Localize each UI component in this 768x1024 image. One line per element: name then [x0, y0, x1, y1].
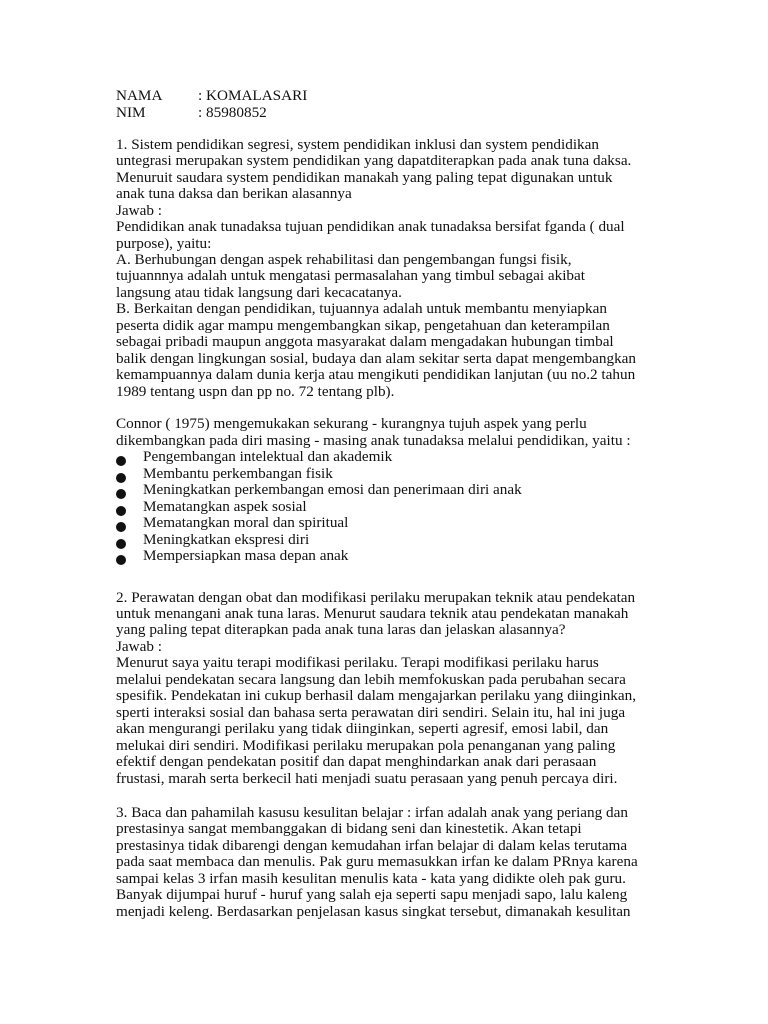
- q1-question-line: untegrasi merupakan system pendidikan yang dapatditerapkan pada anak tuna daksa.: [116, 152, 632, 169]
- bullet-item: Mempersiapkan masa depan anak: [143, 547, 349, 564]
- bullet-item: Membantu perkembangan fisik: [143, 465, 333, 482]
- q1-answer-line: purpose), yaitu:: [116, 235, 212, 252]
- q1-answer-line: balik dengan lingkungan sosial, budaya dan alam sekitar serta dapat mengembangkan: [116, 350, 637, 367]
- bullet-icon: [116, 456, 126, 466]
- q2-answer-line: Menurut saya yaitu terapi modifikasi perilaku. Terapi modifikasi perilaku harus: [116, 654, 599, 671]
- bullet-icon: [116, 473, 126, 483]
- q2-answer-line: melalui pendekatan secara langsung dan lebih memfokuskan pada perubahan secara: [116, 671, 626, 688]
- q3-question-line: menjadi keleng. Berdasarkan penjelasan kasus singkat tersebut, dimanakah kesulitan: [116, 903, 631, 920]
- q1-answer-line: kemampuannya dalam dunia kerja atau mengikuti pendidikan lanjutan (uu no.2 tahun: [116, 366, 636, 383]
- bullet-icon: [116, 555, 126, 565]
- bullet-icon: [116, 506, 126, 516]
- q2-answer-line: efektif dengan pendekatan positif dan dapat menghindarkan anak dari perasaan: [116, 753, 597, 770]
- q1-answer-line: sebagai pribadi maupun anggota masyarakat dalam mengadakan hubungan timbal: [116, 333, 614, 350]
- connor-line: dikembangkan pada diri masing - masing anak tunadaksa melalui pendidikan, yaitu :: [116, 432, 631, 449]
- connor-line: Connor ( 1975) mengemukakan sekurang - kurangnya tujuh aspek yang perlu: [116, 415, 587, 432]
- q1-answer-line: A. Berhubungan dengan aspek rehabilitasi dan pengembangan fungsi fisik,: [116, 251, 572, 268]
- q1-answer-line: peserta didik agar mampu mengembangkan sikap, pengetahuan dan keterampilan: [116, 317, 610, 334]
- bullet-item: Mematangkan moral dan spiritual: [143, 514, 349, 531]
- q2-jawab-label: Jawab :: [116, 638, 162, 655]
- q2-answer-line: sperti interaksi sosial dan bahasa serta perawatan diri sendiri. Selain itu, hal ini juga: [116, 704, 626, 721]
- q2-answer-line: melukai diri sendiri. Modifikasi perilaku merupakan pola penanganan yang paling: [116, 737, 616, 754]
- q1-answer-line: langsung atau tidak langsung dari kecacatanya.: [116, 284, 402, 301]
- bullet-item: Mematangkan aspek sosial: [143, 498, 307, 515]
- q2-question-line: yang paling tepat diterapkan pada anak tuna laras dan jelaskan alasannya?: [116, 621, 566, 638]
- q1-question-line: anak tuna daksa dan berikan alasannya: [116, 185, 352, 202]
- q1-jawab-label: Jawab :: [116, 202, 162, 219]
- q3-question-line: prestasinya sangat membanggakan di bidang seni dan kinestetik. Akan tetapi: [116, 820, 582, 837]
- bullet-icon: [116, 539, 126, 549]
- bullet-icon: [116, 522, 126, 532]
- nim-label: NIM: [116, 104, 146, 121]
- q1-answer-line: Pendidikan anak tunadaksa tujuan pendidikan anak tunadaksa bersifat fganda ( dual: [116, 218, 625, 235]
- bullet-item: Meningkatkan perkembangan emosi dan penerimaan diri anak: [143, 481, 522, 498]
- name-label: NAMA: [116, 87, 163, 104]
- q3-question-line: prestasinya tidak dibarengi dengan kemudahan irfan belajar di dalam kelas terutama: [116, 837, 628, 854]
- q1-answer-line: B. Berkaitan dengan pendidikan, tujuannya adalah untuk membantu menyiapkan: [116, 300, 607, 317]
- q2-answer-line: akan mengurangi perilaku yang tidak diinginkan, seperti agresif, emosi labil, dan: [116, 720, 609, 737]
- bullet-item: Pengembangan intelektual dan akademik: [143, 448, 393, 465]
- q2-question-line: untuk menangani anak tuna laras. Menurut saudara teknik atau pendekatan manakah: [116, 605, 629, 622]
- q2-answer-line: spesifik. Pendekatan ini cukup berhasil dalam mengajarkan perilaku yang diinginkan,: [116, 687, 637, 704]
- name-value: : KOMALASARI: [198, 87, 308, 104]
- nim-value: : 85980852: [198, 104, 267, 121]
- bullet-item: Meningkatkan ekspresi diri: [143, 531, 310, 548]
- q2-answer-line: frustasi, marah serta berkecil hati menjadi suatu perasaan yang penuh percaya diri.: [116, 770, 618, 787]
- q1-question-line: Menuruit saudara system pendidikan manakah yang paling tepat digunakan untuk: [116, 169, 613, 186]
- q3-question-line: pada saat membaca dan menulis. Pak guru memasukkan irfan ke dalam PRnya karena: [116, 853, 638, 870]
- bullet-icon: [116, 489, 126, 499]
- q3-question-line: 3. Baca dan pahamilah kasusu kesulitan belajar : irfan adalah anak yang periang dan: [116, 804, 628, 821]
- q1-answer-line: 1989 tentang uspn dan pp no. 72 tentang plb).: [116, 383, 395, 400]
- q3-question-line: sampai kelas 3 irfan masih kesulitan menulis kata - kata yang didikte oleh pak guru.: [116, 870, 626, 887]
- q1-answer-line: tujuannnya adalah untuk mengatasi permasalahan yang timbul sebagai akibat: [116, 267, 585, 284]
- q1-question-line: 1. Sistem pendidikan segresi, system pendidikan inklusi dan system pendidikan: [116, 136, 599, 153]
- q2-question-line: 2. Perawatan dengan obat dan modifikasi perilaku merupakan teknik atau pendekatan: [116, 589, 636, 606]
- q3-question-line: Banyak dijumpai huruf - huruf yang salah eja seperti sapu menjadi sapo, lalu kaleng: [116, 886, 628, 903]
